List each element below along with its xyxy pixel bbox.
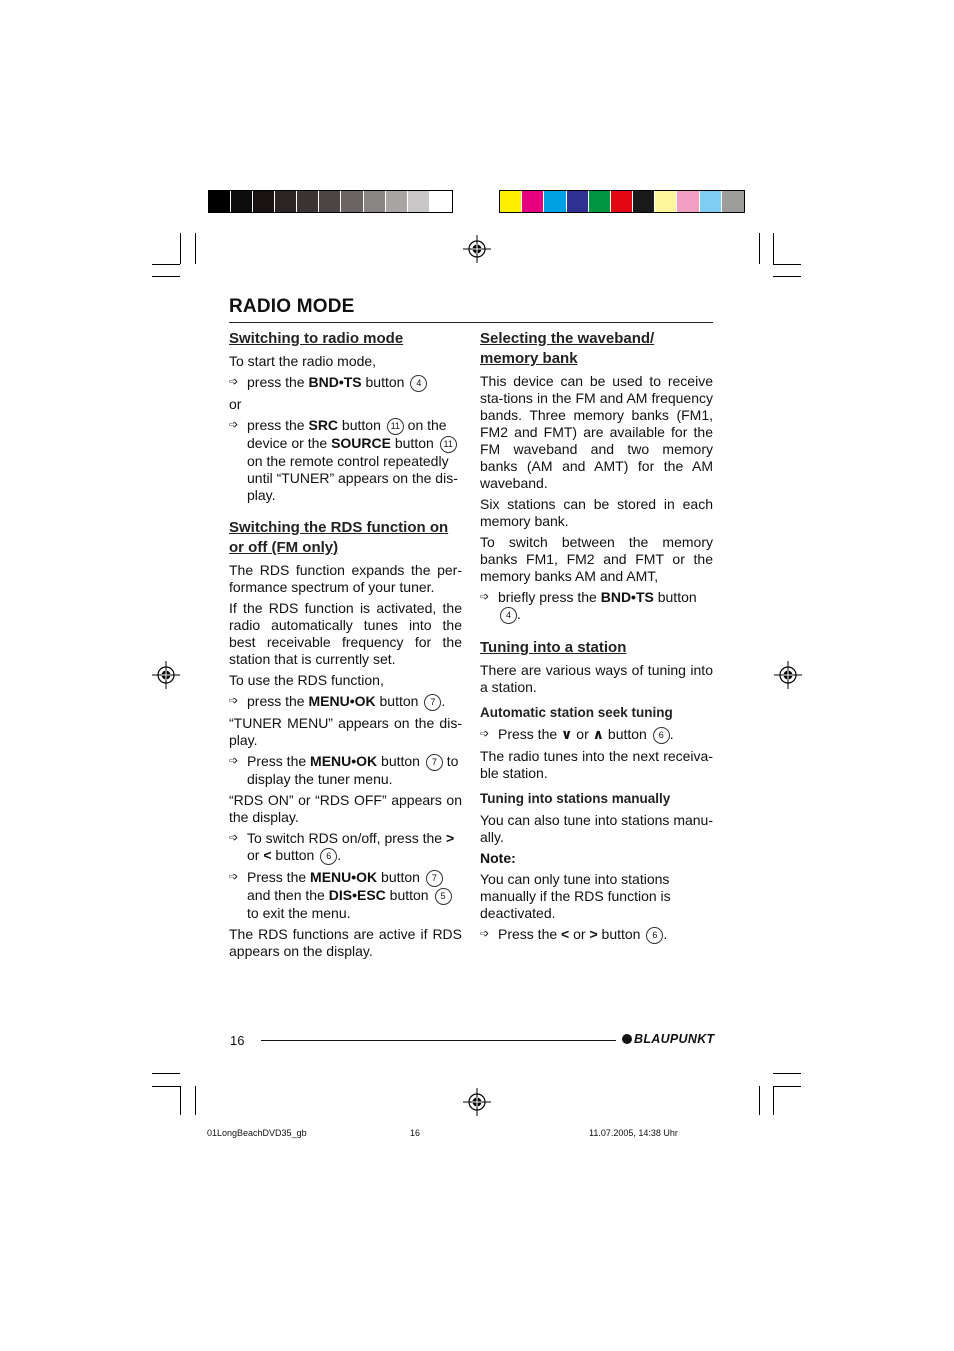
- step-item: [229, 830, 462, 865]
- color-swatch: [297, 191, 319, 212]
- step-text: press the BND•TS button 4: [247, 374, 462, 392]
- crop-mark: [773, 1073, 801, 1074]
- paragraph: The RDS functions are active if RDS appears on the display.: [229, 926, 462, 959]
- color-swatch: [209, 191, 231, 212]
- page-number: 16: [230, 1033, 245, 1048]
- step-text: Press the MENU•OK button 7 and then the DIS•ESC button 5 to exit the menu.: [247, 869, 462, 922]
- step-item: [229, 753, 462, 788]
- color-swatch: [522, 191, 544, 212]
- grayscale-bar: [208, 190, 453, 213]
- color-swatch: [700, 191, 722, 212]
- color-swatch: [319, 191, 341, 212]
- step-text: To switch RDS on/off, press the > or < button 6 .: [247, 830, 455, 863]
- registration-mark-icon: [463, 1088, 491, 1116]
- color-swatch: [341, 191, 363, 212]
- step-item: [229, 869, 462, 922]
- right-arrow-icon: >: [589, 926, 598, 942]
- registration-mark-icon: [774, 661, 802, 689]
- button-number-badge: 6: [320, 848, 337, 865]
- crop-mark: [773, 264, 801, 265]
- paragraph: To switch between the memory banks FM1, FM2 and FMT or the memory banks AM and AMT,: [480, 534, 713, 584]
- button-number-badge: 11: [387, 418, 404, 435]
- paragraph: Six stations can be stored in each memory bank.: [480, 496, 713, 529]
- crop-mark: [773, 1086, 774, 1115]
- arrow-bullet-icon: ➩: [229, 832, 239, 844]
- crop-mark: [759, 233, 760, 264]
- color-swatch: [253, 191, 275, 212]
- color-swatch: [408, 191, 430, 212]
- slug-timestamp: 11.07.2005, 14:38 Uhr: [589, 1128, 678, 1138]
- left-column: [229, 329, 462, 964]
- crop-mark: [152, 276, 180, 277]
- up-arrow-icon: ∧: [592, 726, 605, 742]
- step-text: Press the MENU•OK button 7 to display the tuner menu.: [247, 753, 459, 787]
- heading-waveband: Selecting the waveband/ memory bank: [480, 330, 655, 367]
- slug-page: 16: [410, 1128, 421, 1138]
- crop-mark: [180, 233, 181, 264]
- step-item: [480, 589, 713, 624]
- color-swatch: [500, 191, 522, 212]
- page-title: RADIO MODE: [229, 296, 355, 317]
- step-item: [229, 693, 462, 711]
- button-number-badge: 6: [653, 727, 670, 744]
- paragraph: “TUNER MENU” appears on the dis-play.: [229, 715, 462, 748]
- step-item: [229, 417, 462, 504]
- step-text: Press the ∨ or ∧ button 6 .: [498, 726, 674, 742]
- heading-rds: Switching the RDS function on or off (FM only): [229, 519, 449, 556]
- crop-mark: [773, 1086, 801, 1087]
- paragraph: or: [229, 396, 242, 412]
- step-item: [480, 926, 713, 944]
- step-text: briefly press the BND•TS button 4 .: [498, 589, 697, 622]
- color-swatch: [611, 191, 633, 212]
- paragraph: “RDS ON” or “RDS OFF” appears on the display.: [229, 792, 462, 825]
- right-arrow-icon: >: [445, 830, 455, 846]
- color-swatch: [275, 191, 297, 212]
- color-swatch: [655, 191, 677, 212]
- paragraph: You can also tune into stations manu-ally.: [480, 812, 713, 845]
- color-swatch: [544, 191, 566, 212]
- button-number-badge: 4: [500, 607, 517, 624]
- footer-rule: [261, 1040, 616, 1041]
- left-arrow-icon: <: [561, 926, 570, 942]
- arrow-bullet-icon: ➩: [229, 695, 239, 707]
- step-text: press the MENU•OK button 7 .: [247, 693, 446, 709]
- title-rule: [229, 322, 713, 323]
- paragraph: The RDS function expands the per-formance spectrum of your tuner.: [229, 562, 462, 595]
- paragraph: To start the radio mode,: [229, 353, 377, 369]
- subheading-auto-seek: Automatic station seek tuning: [480, 705, 673, 720]
- crop-mark: [773, 276, 801, 277]
- paragraph: There are various ways of tuning into a station.: [480, 662, 713, 695]
- step-item: [480, 726, 713, 744]
- crop-mark: [759, 1086, 760, 1115]
- button-number-badge: 6: [646, 927, 663, 944]
- color-swatch: [364, 191, 386, 212]
- note-label: Note:: [480, 850, 516, 866]
- heading-switching-radio: Switching to radio mode: [229, 330, 404, 347]
- color-swatch: [589, 191, 611, 212]
- color-swatch: [231, 191, 253, 212]
- button-number-badge: 11: [440, 436, 457, 453]
- color-swatch: [633, 191, 655, 212]
- right-column: [480, 329, 713, 948]
- step-text: press the SRC button 11 on the device or the SOURCE button 11 on the remote control repeatedly until “TUNER” appears on the dis-play.: [247, 417, 458, 503]
- step-text: Press the < or > button 6 .: [498, 926, 668, 942]
- color-swatch: [430, 191, 452, 212]
- crop-mark: [152, 1086, 180, 1087]
- subheading-manual: Tuning into stations manually: [480, 791, 671, 806]
- button-number-badge: 4: [410, 375, 427, 392]
- arrow-bullet-icon: ➩: [480, 591, 490, 603]
- color-swatch: [567, 191, 589, 212]
- registration-mark-icon: [152, 661, 180, 689]
- arrow-bullet-icon: ➩: [229, 871, 239, 883]
- paragraph: To use the RDS function,: [229, 672, 384, 688]
- down-arrow-icon: ∨: [561, 726, 573, 742]
- button-number-badge: 5: [435, 888, 452, 905]
- arrow-bullet-icon: ➩: [229, 376, 239, 388]
- crop-mark: [152, 1073, 180, 1074]
- step-item: [229, 374, 462, 392]
- paragraph: This device can be used to receive sta-tions in the FM and AM frequency bands. Three memory banks (FM1, FM2 and FMT) are available for the FM waveband and two memory banks (AM and AMT) for the AM waveband.: [480, 373, 713, 491]
- arrow-bullet-icon: ➩: [480, 728, 490, 740]
- arrow-bullet-icon: ➩: [480, 928, 490, 940]
- brand-dot-icon: [622, 1034, 632, 1044]
- brand-logo: BLAUPUNKT: [622, 1032, 714, 1046]
- slug-filename: 01LongBeachDVD35_gb: [207, 1128, 307, 1138]
- note-body: You can only tune into stations manually if the RDS function is deactivated.: [480, 871, 671, 921]
- color-bar: [499, 190, 745, 213]
- crop-mark: [773, 233, 774, 264]
- color-swatch: [677, 191, 699, 212]
- crop-mark: [195, 233, 196, 264]
- color-swatch: [386, 191, 408, 212]
- button-number-badge: 7: [424, 694, 441, 711]
- crop-mark: [152, 264, 180, 265]
- paragraph: If the RDS function is activated, the radio automatically tunes into the best receivable frequency for the station that is currently set.: [229, 600, 462, 667]
- button-number-badge: 7: [426, 754, 443, 771]
- heading-tuning: Tuning into a station: [480, 639, 627, 656]
- arrow-bullet-icon: ➩: [229, 755, 239, 767]
- left-arrow-icon: <: [263, 847, 272, 863]
- color-swatch: [722, 191, 744, 212]
- arrow-bullet-icon: ➩: [229, 419, 239, 431]
- paragraph: The radio tunes into the next receiva-ble station.: [480, 748, 713, 781]
- crop-mark: [180, 1086, 181, 1115]
- crop-mark: [195, 1086, 196, 1115]
- button-number-badge: 7: [426, 870, 443, 887]
- registration-mark-icon: [463, 235, 491, 263]
